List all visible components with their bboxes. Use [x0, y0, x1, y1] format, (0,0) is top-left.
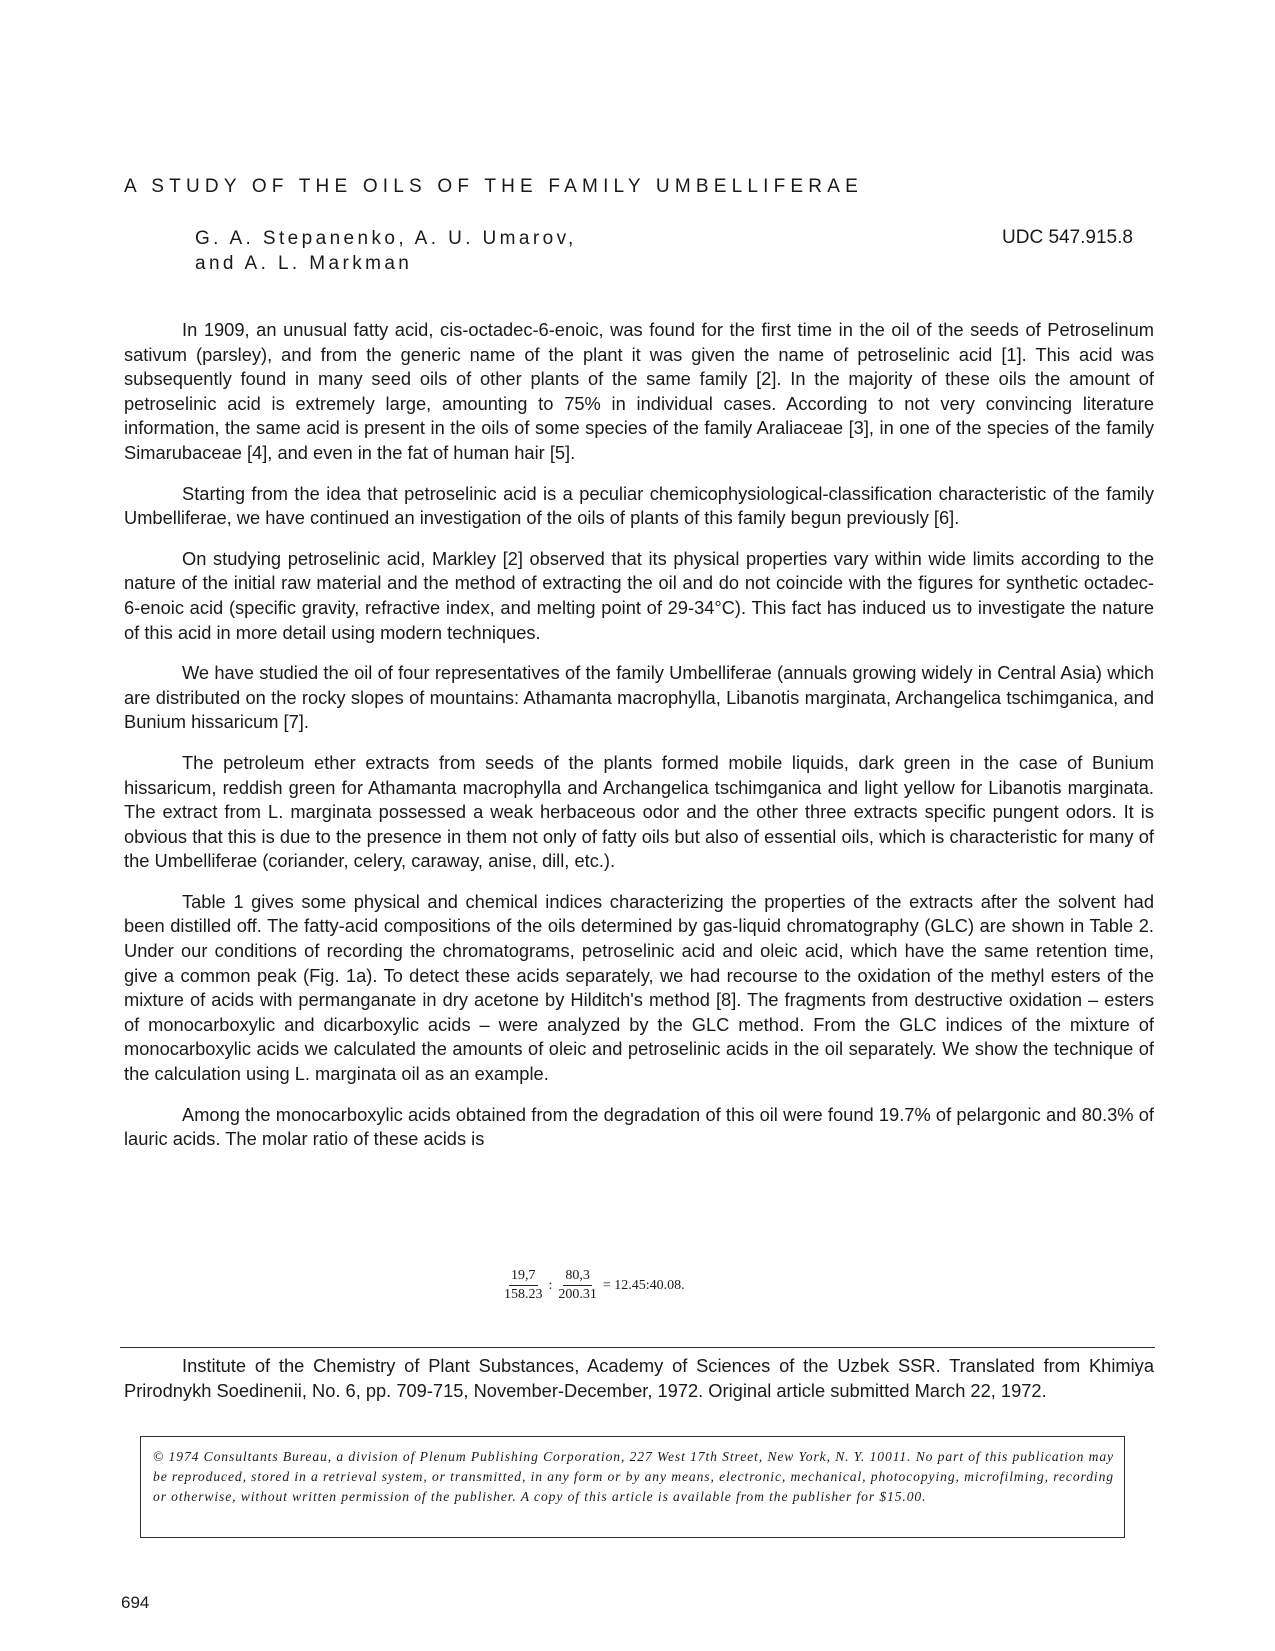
copyright-text: © 1974 Consultants Bureau, a division of Plenum Publishing Corporation, 227 West 17th Street, New York, N. Y. 10011. No part of this publication may be reproduced, stored in a retrieval system, or transmitted, in any form or by any means, electronic, mechanical, photocopying, microfilming, recording or otherwise, without written permission of the publisher. A copy of this article is available from the publisher for $15.00. — [153, 1449, 1114, 1505]
body-paragraph-4: We have studied the oil of four representatives of the family Umbelliferae (annuals growing widely in Central Asia) which are distributed on the rocky slopes of mountains: Athamanta macrophylla, Libanotis marginata, Archangelica tschimganica, and Bunium hissaricum [7]. — [124, 662, 1154, 733]
author-line-2: and A. L. Markman — [195, 253, 413, 274]
footnote-divider — [120, 1347, 1155, 1348]
footnote-text: Institute of the Chemistry of Plant Substances, Academy of Sciences of the Uzbek SSR. Translated from Khimiya Prirodnykh Soedinenii, No. 6, pp. 709-715, November-December, 1972. Original article submitted March 22, 1972. — [124, 1355, 1154, 1401]
ratio-separator: : — [548, 1277, 553, 1293]
fraction-pelargonic — [502, 1268, 545, 1303]
fraction-lauric — [556, 1268, 599, 1303]
body-paragraph-3: On studying petroselinic acid, Markley [2] observed that its physical properties vary within wide limits according to the nature of the initial raw material and the method of extracting the oil and do not coincide with the figures for synthetic octadec-6-enoic acid (specific gravity, refractive index, and melting point of 29-34°C). This fact has induced us to investigate the nature of this acid in more detail using modern techniques. — [124, 547, 1154, 643]
author-list — [195, 226, 577, 276]
article-title: A STUDY OF THE OILS OF THE FAMILY UMBELLIFERAE — [124, 176, 863, 197]
body-paragraph-2: Starting from the idea that petroselinic acid is a peculiar chemicophysiological-classification characteristic of the family Umbelliferae, we have continued an investigation of the oils of plants of this family begun previously [6]. — [124, 482, 1154, 529]
molar-ratio-formula — [502, 1268, 685, 1303]
body-paragraph-1: In 1909, an unusual fatty acid, cis-octadec-6-enoic, was found for the first time in the oil of the seeds of Petroselinum sativum (parsley), and from the generic name of the plant it was given the name of petroselinic acid [1]. This acid was subsequently found in many seed oils of other plants of the same family [2]. In the majority of these oils the amount of petroselinic acid is extremely large, amounting to 75% in individual cases. According to not very convincing literature information, the same acid is present in the oils of some species of the family Araliaceae [3], in one of the species of the family Simarubaceae [4], and even in the fat of human hair [5]. — [124, 319, 1154, 463]
fraction-denominator: 158.23 — [504, 1287, 543, 1302]
article-body — [124, 318, 1154, 1170]
page-number: 694 — [121, 1593, 150, 1612]
institution-footnote — [124, 1354, 1154, 1403]
body-paragraph-5: The petroleum ether extracts from seeds of the plants formed mobile liquids, dark green in the case of Bunium hissaricum, reddish green for Athamanta macrophylla and Archangelica tschimganica and light yellow for Libanotis marginata. The extract from L. marginata possessed a weak herbaceous odor and the other three extracts specific pungent odors. It is obvious that this is due to the presence in them not only of fatty oils but also of essential oils, which is characteristic for many of the Umbelliferae (coriander, celery, caraway, anise, dill, etc.). — [124, 751, 1154, 872]
body-paragraph-7: Among the monocarboxylic acids obtained from the degradation of this oil were found 19.7% of pelargonic and 80.3% of lauric acids. The molar ratio of these acids is — [124, 1103, 1154, 1150]
udc-code: UDC 547.915.8 — [1002, 227, 1133, 248]
copyright-box — [140, 1436, 1125, 1538]
body-paragraph-6: Table 1 gives some physical and chemical indices characterizing the properties of the extracts after the solvent had been distilled off. The fatty-acid compositions of the oils determined by gas-liquid chromatography (GLC) are shown in Table 2. Under our conditions of recording the chromatograms, petroselinic acid and oleic acid, which have the same retention time, give a common peak (Fig. 1a). To detect these acids separately, we had recourse to the oxidation of the methyl esters of the mixture of acids with permanganate in dry acetone by Hilditch's method [8]. The fragments from destructive oxidation – esters of monocarboxylic and dicarboxylic acids – were analyzed by the GLC method. From the GLC indices of the mixture of monocarboxylic acids we calculated the amounts of oleic and petroselinic acids in the oil separately. We show the technique of the calculation using L. marginata oil as an example. — [124, 890, 1154, 1085]
formula-result: = 12.45:40.08. — [602, 1277, 685, 1293]
author-line-1: G. A. Stepanenko, A. U. Umarov, — [195, 228, 577, 249]
fraction-numerator: 80,3 — [563, 1268, 592, 1286]
fraction-denominator: 200.31 — [558, 1287, 597, 1302]
fraction-numerator: 19,7 — [509, 1268, 538, 1286]
